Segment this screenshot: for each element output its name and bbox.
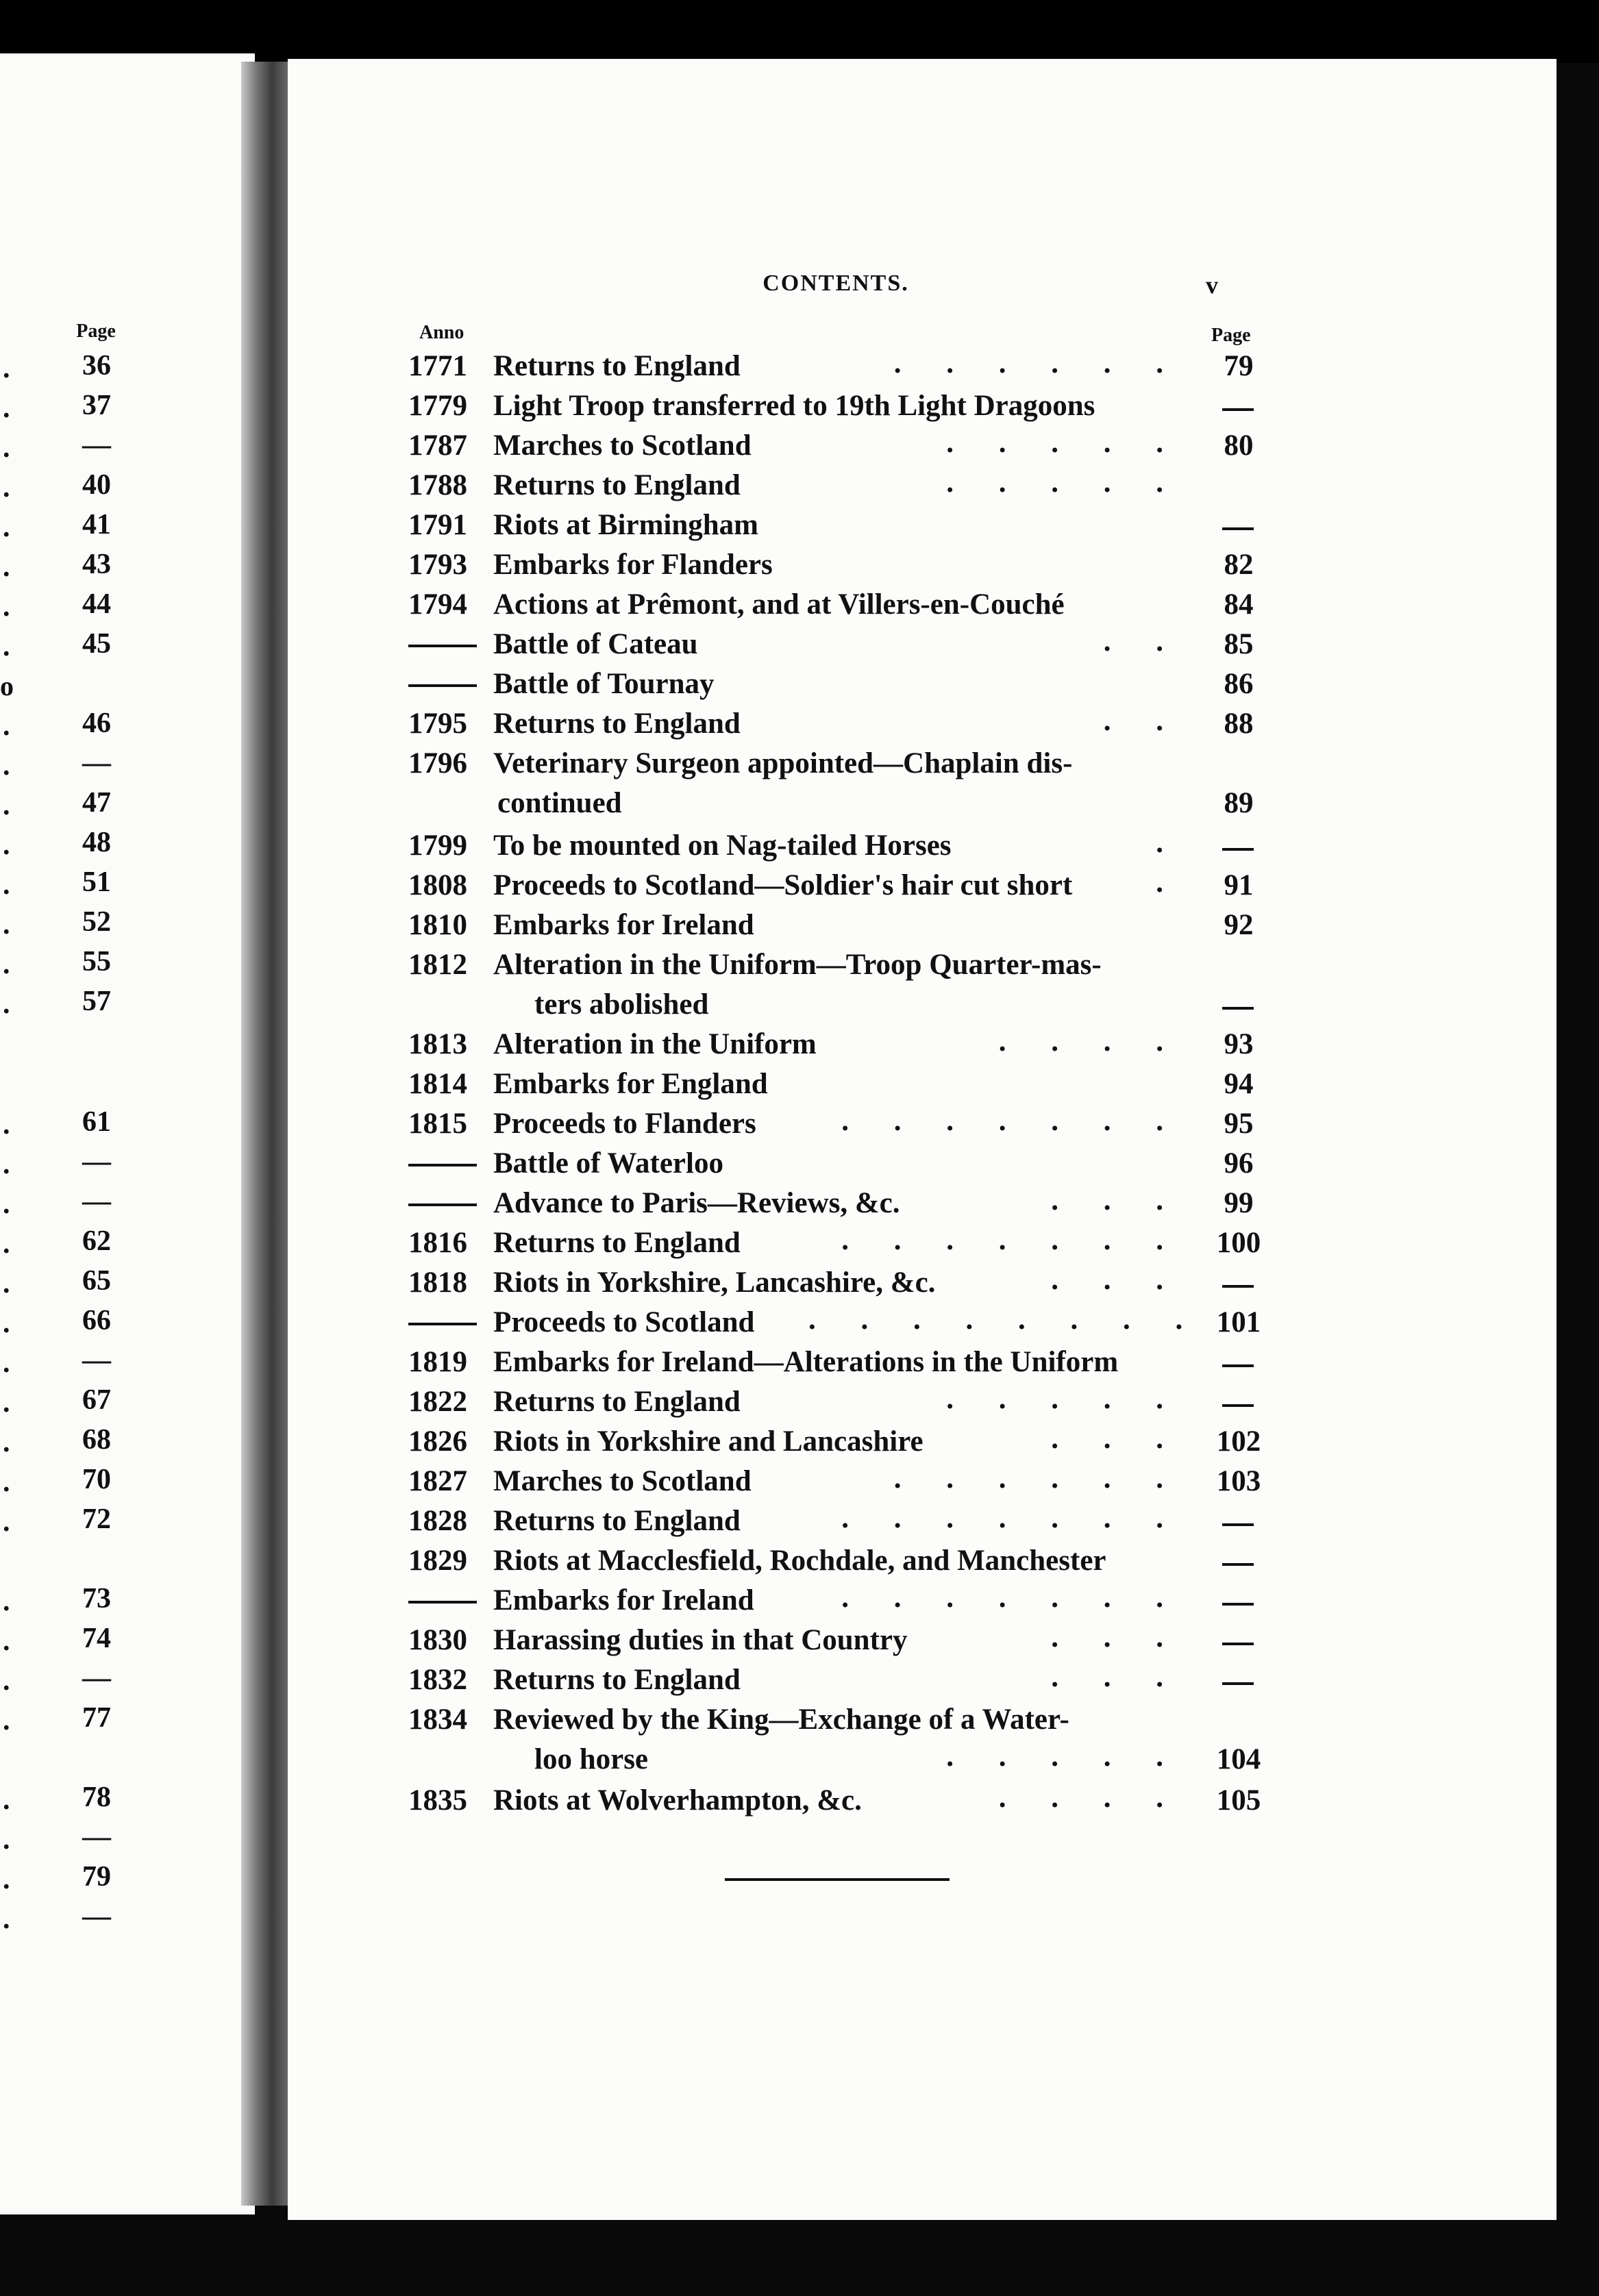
entry-year: 1813 — [408, 1028, 467, 1060]
leader-dot: . — [3, 829, 10, 861]
leader-dots: . . . . . . . — [841, 1224, 1165, 1256]
left-page-number: — — [82, 1345, 111, 1376]
ditto-dash — [408, 645, 477, 647]
leader-dots: . . . — [1051, 1423, 1165, 1455]
toc-entry — [0, 1784, 1599, 1822]
ditto-dash — [1222, 1364, 1254, 1367]
left-page-number: — — [82, 1901, 111, 1932]
left-page-number: 73 — [82, 1583, 111, 1614]
entry-page: 101 — [1216, 1306, 1261, 1338]
left-page-number: 68 — [82, 1424, 111, 1456]
left-page-number: 44 — [82, 588, 111, 620]
left-page-entry — [0, 785, 255, 823]
entry-page: 103 — [1216, 1465, 1261, 1497]
left-page-number: — — [82, 1662, 111, 1694]
entry-title: Marches to Scotland — [493, 429, 752, 462]
entry-title: Marches to Scotland — [493, 1465, 752, 1497]
toc-entry — [0, 1067, 1599, 1106]
entry-title: Actions at Prêmont, and at Villers-en-Couché — [493, 588, 1065, 621]
leader-dot: . — [3, 1784, 10, 1816]
toc-entry — [0, 908, 1599, 947]
leader-dot: . — [3, 1149, 10, 1180]
entry-title: Riots at Birmingham — [493, 509, 758, 541]
page-title: CONTENTS. — [763, 271, 909, 296]
leader-dot: . — [3, 1864, 10, 1895]
entry-title: Alteration in the Uniform—Troop Quarter-mas- — [493, 949, 1102, 981]
leader-dot: . — [3, 1109, 10, 1140]
toc-entry — [0, 1703, 1599, 1775]
leader-dot: . — [3, 710, 10, 742]
left-page-number: — — [82, 1146, 111, 1177]
entry-title: Battle of Tournay — [493, 668, 715, 700]
entry-page: 82 — [1224, 549, 1254, 581]
leader-dot: . — [3, 1347, 10, 1379]
leader-dots: . . . . — [998, 1782, 1165, 1814]
entry-title: Proceeds to Scotland — [493, 1306, 755, 1338]
leader-dot: . — [3, 353, 10, 384]
leader-dot: . — [3, 432, 10, 464]
toc-entry — [0, 1266, 1599, 1304]
left-page-number: 77 — [82, 1702, 111, 1734]
ditto-dash — [1222, 1523, 1254, 1526]
toc-entry — [0, 1186, 1599, 1225]
leader-dot: . — [3, 1308, 10, 1339]
entry-page: 96 — [1224, 1147, 1254, 1180]
leader-dot: . — [3, 988, 10, 1020]
entry-year: 1828 — [408, 1505, 467, 1537]
leader-dot: . — [3, 790, 10, 821]
toc-entry — [0, 1303, 1599, 1344]
ditto-dash — [1222, 1643, 1254, 1645]
left-page-number: 67 — [82, 1384, 111, 1416]
left-page-number: 62 — [82, 1225, 111, 1257]
toc-entry — [0, 627, 1599, 666]
left-page-number: 45 — [82, 628, 111, 660]
entry-year: 1827 — [408, 1465, 467, 1497]
leader-dots: . . — [1103, 705, 1165, 737]
entry-page: 88 — [1224, 708, 1254, 740]
entry-title: Reviewed by the King—Exchange of a Water- — [493, 1704, 1069, 1736]
toc-entry — [0, 1504, 1599, 1543]
entry-year: 1826 — [408, 1425, 467, 1458]
entry-year: 1816 — [408, 1227, 467, 1259]
leader-dot: . — [3, 1268, 10, 1299]
leader-dot: . — [3, 631, 10, 662]
entry-title: Veterinary Surgeon appointed—Chaplain dis- — [493, 747, 1073, 779]
column-header-anno: Anno — [419, 322, 464, 343]
left-page-number: 37 — [82, 390, 111, 421]
left-page-number: 66 — [82, 1305, 111, 1336]
left-page-number: 61 — [82, 1106, 111, 1138]
entry-page: 79 — [1224, 350, 1254, 382]
leader-dot: . — [3, 1188, 10, 1220]
toc-entry — [0, 588, 1599, 626]
toc-entry — [0, 1544, 1599, 1582]
leader-dot: . — [3, 1427, 10, 1458]
entry-page: 105 — [1216, 1784, 1261, 1817]
toc-entry — [0, 1425, 1599, 1463]
toc-entry — [0, 667, 1599, 706]
left-page-number: 43 — [82, 549, 111, 580]
leader-dots: . . . — [1051, 1621, 1165, 1654]
leader-dot: . — [3, 1625, 10, 1657]
entry-year: 1788 — [408, 469, 467, 501]
entry-year: 1812 — [408, 949, 467, 981]
entry-page: 92 — [1224, 909, 1254, 941]
leader-dots: . . — [1103, 625, 1165, 658]
left-page-number: 57 — [82, 986, 111, 1017]
left-page-number: 48 — [82, 827, 111, 858]
leader-dot: . — [3, 512, 10, 543]
entry-year: 1835 — [408, 1784, 467, 1817]
toc-entry — [0, 707, 1599, 745]
entry-title: Returns to England — [493, 350, 741, 382]
entry-title: Alteration in the Uniform — [493, 1028, 817, 1060]
toc-entry — [0, 829, 1599, 867]
leader-dots: . . . . . . . . — [808, 1303, 1185, 1336]
entry-continuation: ters abolished — [534, 988, 709, 1021]
entry-title: To be mounted on Nag-tailed Horses — [493, 829, 952, 862]
entry-year: 1796 — [408, 747, 467, 779]
entry-title: Embarks for Ireland—Alterations in the Uniform — [493, 1346, 1119, 1378]
entry-page: 104 — [1216, 1743, 1261, 1775]
entry-continuation: loo horse — [534, 1743, 649, 1775]
toc-entry — [0, 1107, 1599, 1145]
leader-dots: . . . — [1051, 1184, 1165, 1216]
entry-title: Returns to England — [493, 1386, 741, 1418]
leader-dot: . — [3, 1586, 10, 1617]
entry-title: Riots at Macclesfield, Rochdale, and Manchester — [493, 1545, 1106, 1577]
entry-page: 80 — [1224, 429, 1254, 462]
entry-year: 1822 — [408, 1386, 467, 1418]
left-page-entry — [0, 984, 255, 1022]
ditto-dash — [1222, 408, 1254, 411]
toc-entry — [0, 1147, 1599, 1185]
leader-dot: . — [3, 472, 10, 503]
leader-dots: . . . . . — [946, 427, 1165, 459]
toc-entry — [0, 389, 1599, 427]
left-page-number: 79 — [82, 1861, 111, 1893]
ditto-dash — [408, 684, 477, 687]
entry-page: 95 — [1224, 1108, 1254, 1140]
ditto-dash — [408, 1164, 477, 1166]
ditto-dash — [408, 1601, 477, 1604]
toc-entry — [0, 1663, 1599, 1701]
entry-year: 1793 — [408, 549, 467, 581]
entry-page: 102 — [1216, 1425, 1261, 1458]
entry-page: 93 — [1224, 1028, 1254, 1060]
toc-entry — [0, 349, 1599, 388]
ditto-dash — [1222, 1603, 1254, 1606]
ditto-dash — [1222, 848, 1254, 851]
leader-dots: . — [1156, 827, 1165, 859]
entry-year: 1787 — [408, 429, 467, 462]
toc-entry — [0, 1464, 1599, 1503]
leader-dots: . . . . . . — [893, 1462, 1165, 1495]
entry-year: 1829 — [408, 1545, 467, 1577]
toc-entry — [0, 1623, 1599, 1662]
ditto-dash — [1222, 1285, 1254, 1288]
left-page-number: 72 — [82, 1503, 111, 1535]
entry-page: 99 — [1224, 1187, 1254, 1219]
entry-year: 1830 — [408, 1624, 467, 1656]
column-header-page: Page — [1211, 325, 1251, 346]
ditto-dash — [1222, 1682, 1254, 1685]
leader-dots: . . . — [1051, 1264, 1165, 1296]
entry-year: 1771 — [408, 350, 467, 382]
entry-title: Advance to Paris—Reviews, &c. — [493, 1187, 900, 1219]
entry-year: 1810 — [408, 909, 467, 941]
leader-dot: . — [3, 1665, 10, 1697]
page-number: v — [1206, 271, 1218, 299]
entry-title: Returns to England — [493, 708, 741, 740]
entry-title: Embarks for Ireland — [493, 909, 754, 941]
entry-continuation: continued — [497, 787, 622, 819]
toc-entry — [0, 1027, 1599, 1066]
leader-dots: . . . . . . — [893, 347, 1165, 379]
entry-title: Riots in Yorkshire, Lancashire, &c. — [493, 1266, 936, 1299]
leader-dots: . . . . . . . — [841, 1105, 1165, 1137]
entry-title: Embarks for Ireland — [493, 1584, 754, 1617]
toc-entry — [0, 1385, 1599, 1423]
entry-year: 1815 — [408, 1108, 467, 1140]
left-page-number: — — [82, 429, 111, 461]
entry-title: Proceeds to Scotland—Soldier's hair cut short — [493, 869, 1073, 901]
leader-dot: . — [3, 1467, 10, 1498]
left-page-number: 51 — [82, 866, 111, 898]
leader-dots: . . . . . — [946, 1740, 1165, 1773]
leader-dot: . — [3, 1506, 10, 1538]
left-page-number: — — [82, 1186, 111, 1217]
entry-page: 100 — [1216, 1227, 1261, 1259]
left-page-number: 41 — [82, 509, 111, 540]
leader-dots: . . . . . . . — [841, 1502, 1165, 1534]
toc-entry — [0, 866, 1599, 907]
leader-dots: . — [1156, 866, 1165, 899]
toc-entry — [0, 466, 1599, 507]
entry-title: Embarks for Flanders — [493, 549, 773, 581]
ditto-dash — [408, 1203, 477, 1206]
ditto-dash — [1222, 1404, 1254, 1407]
leader-dot: . — [3, 750, 10, 782]
left-page-number: — — [82, 1821, 111, 1853]
entry-year: 1818 — [408, 1266, 467, 1299]
left-page-number: 47 — [82, 787, 111, 819]
entry-page: 86 — [1224, 668, 1254, 700]
toc-entry — [0, 508, 1599, 547]
entry-page: 94 — [1224, 1068, 1254, 1100]
leader-dots: . . . . . . . — [841, 1582, 1165, 1614]
leader-dots: . . . — [1051, 1661, 1165, 1693]
left-page-number: 65 — [82, 1265, 111, 1297]
entry-title: Returns to England — [493, 1664, 741, 1696]
leader-dot: . — [3, 869, 10, 901]
entry-year: 1814 — [408, 1068, 467, 1100]
left-page-header: Page — [76, 321, 116, 342]
entry-page: 84 — [1224, 588, 1254, 621]
entry-title: Embarks for England — [493, 1068, 768, 1100]
entry-year: 1834 — [408, 1704, 467, 1736]
leader-dots: . . . . — [998, 1025, 1165, 1058]
leader-dot: . — [3, 1824, 10, 1856]
ditto-dash — [1222, 527, 1254, 530]
toc-entry — [0, 548, 1599, 586]
entry-title: Harassing duties in that Country — [493, 1624, 908, 1656]
left-page-number: 40 — [82, 469, 111, 501]
leader-dot: . — [3, 392, 10, 424]
ditto-dash — [1222, 1563, 1254, 1566]
entry-year: 1808 — [408, 869, 467, 901]
leader-dot: . — [3, 1904, 10, 1935]
leader-dot: . — [3, 949, 10, 980]
entry-title: Returns to England — [493, 1505, 741, 1537]
leader-dots: . . . . . — [946, 1383, 1165, 1415]
leader-dots: . . . . . — [946, 466, 1165, 499]
left-page-number: 78 — [82, 1782, 111, 1813]
entry-title: Battle of Waterloo — [493, 1147, 723, 1180]
left-page-fragment: o — [0, 671, 14, 701]
entry-title: Returns to England — [493, 1227, 741, 1259]
leader-dot: . — [3, 909, 10, 940]
left-page-entry — [0, 1899, 255, 1937]
entry-year: 1779 — [408, 390, 467, 422]
entry-page: 89 — [1224, 787, 1254, 819]
entry-year: 1819 — [408, 1346, 467, 1378]
left-page-number: 52 — [82, 906, 111, 938]
entry-page: 85 — [1224, 628, 1254, 660]
entry-title: Riots at Wolverhampton, &c. — [493, 1784, 862, 1817]
entry-title: Light Troop transferred to 19th Light Dragoons — [493, 390, 1095, 422]
left-page-number: 36 — [82, 350, 111, 382]
entry-title: Returns to England — [493, 469, 741, 501]
entry-page: 91 — [1224, 869, 1254, 901]
leader-dot: . — [3, 1228, 10, 1260]
leader-dot: . — [3, 591, 10, 623]
entry-year: 1794 — [408, 588, 467, 621]
entry-year: 1791 — [408, 509, 467, 541]
entry-year: 1795 — [408, 708, 467, 740]
entry-year: 1799 — [408, 829, 467, 862]
left-page-number: — — [82, 747, 111, 779]
entry-title: Battle of Cateau — [493, 628, 698, 660]
toc-entry — [0, 1584, 1599, 1622]
leader-dot: . — [3, 1387, 10, 1419]
left-page-entry — [0, 1819, 255, 1858]
ditto-dash — [408, 1323, 477, 1325]
leader-dot: . — [3, 551, 10, 583]
left-page-entry — [0, 1859, 255, 1897]
left-page-number: 55 — [82, 946, 111, 977]
end-rule — [725, 1878, 950, 1881]
leader-dot: . — [3, 1705, 10, 1736]
toc-entry — [0, 1226, 1599, 1264]
entry-title: Riots in Yorkshire and Lancashire — [493, 1425, 924, 1458]
toc-entry — [0, 429, 1599, 467]
left-page-number: 74 — [82, 1623, 111, 1654]
left-page-number: 70 — [82, 1464, 111, 1495]
left-page-number: 46 — [82, 708, 111, 739]
entry-year: 1832 — [408, 1664, 467, 1696]
toc-entry — [0, 1345, 1599, 1384]
entry-title: Proceeds to Flanders — [493, 1108, 756, 1140]
ditto-dash — [1222, 1007, 1254, 1010]
